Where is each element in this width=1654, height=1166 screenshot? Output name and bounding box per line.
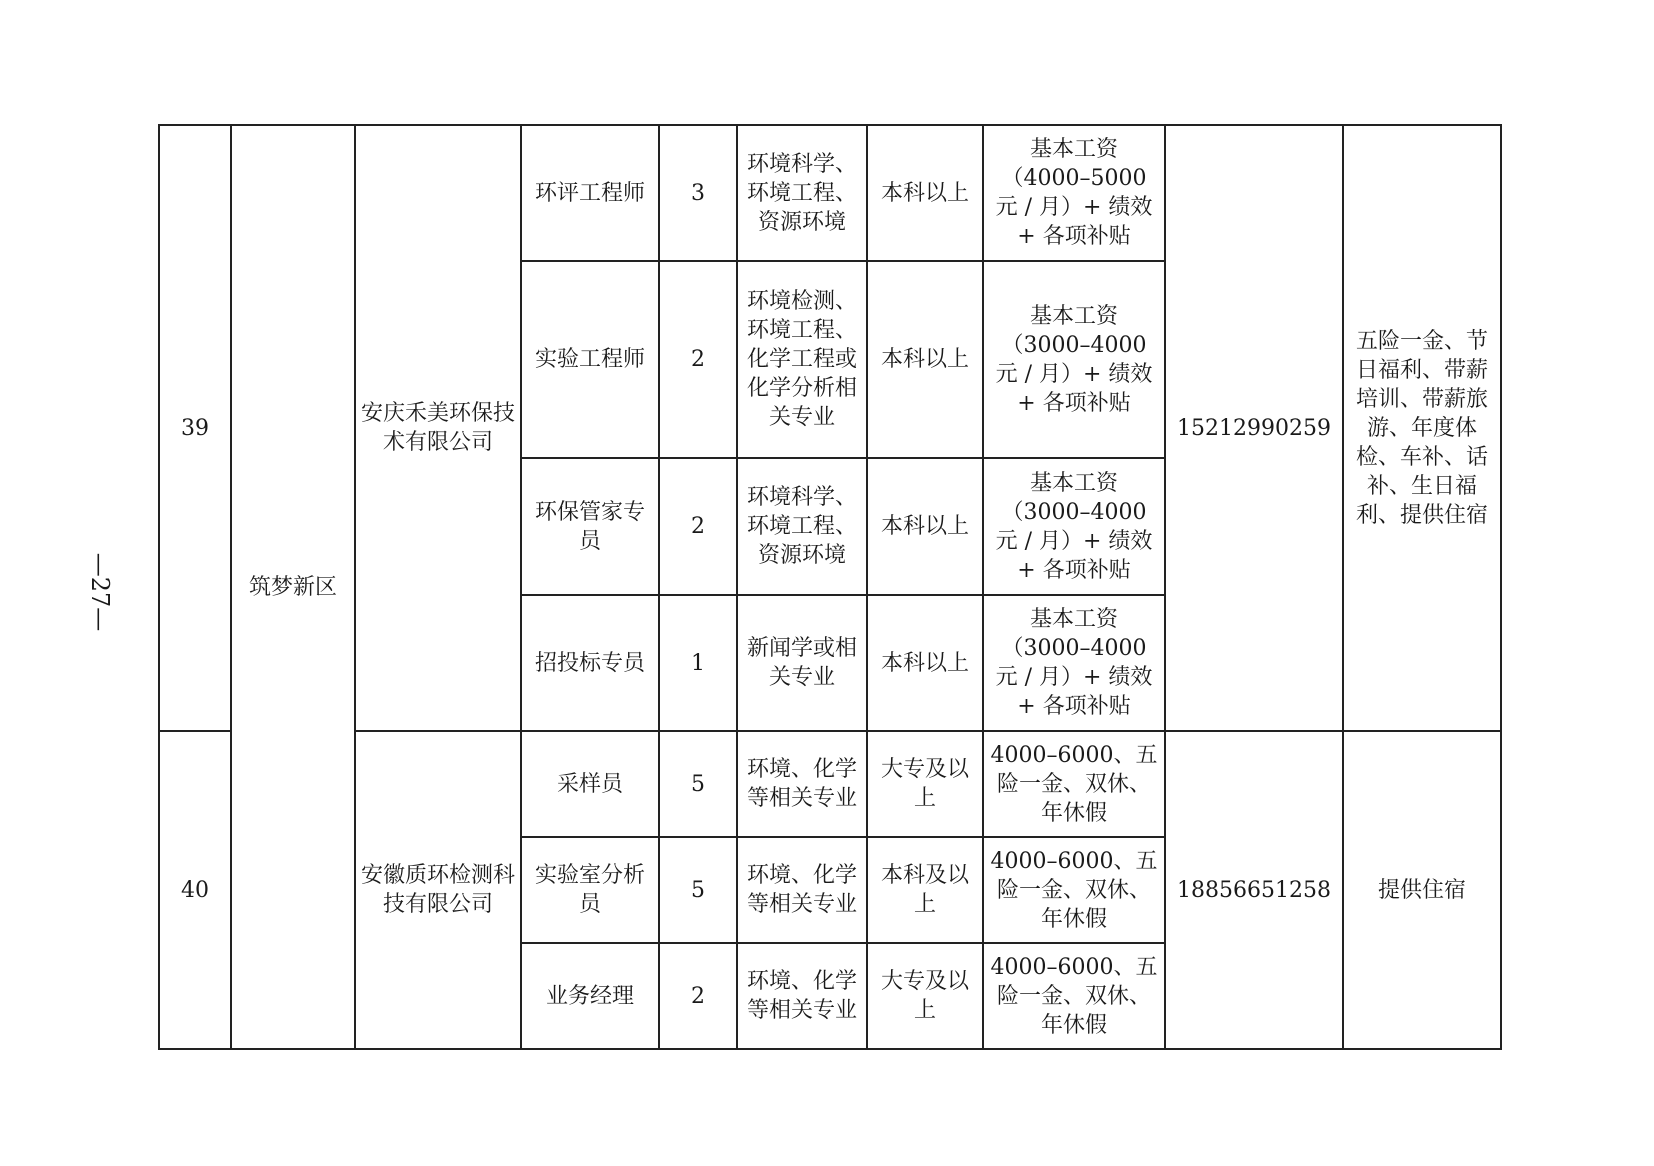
job-education-cell: 本科以上 — [867, 125, 983, 261]
benefits-cell: 五险一金、节日福利、带薪培训、带薪旅游、年度体检、车补、话补、生日福利、提供住宿 — [1343, 125, 1501, 731]
benefits-cell: 提供住宿 — [1343, 731, 1501, 1049]
job-title-cell: 环评工程师 — [521, 125, 659, 261]
company-name-cell: 安徽质环检测科技有限公司 — [355, 731, 521, 1049]
job-title-cell: 业务经理 — [521, 943, 659, 1049]
job-salary-cell: 基本工资（4000–5000 元 / 月）+ 绩效 + 各项补贴 — [983, 125, 1165, 261]
job-education-cell: 大专及以上 — [867, 943, 983, 1049]
job-count-cell: 2 — [659, 943, 737, 1049]
recruitment-table — [158, 124, 1502, 1050]
job-salary-cell: 4000–6000、五险一金、双休、年休假 — [983, 731, 1165, 837]
job-major-cell: 新闻学或相关专业 — [737, 595, 867, 731]
job-major-cell: 环境检测、环境工程、化学工程或化学分析相关专业 — [737, 261, 867, 458]
job-salary-cell: 基本工资（3000–4000 元 / 月）+ 绩效 + 各项补贴 — [983, 458, 1165, 595]
job-count-cell: 3 — [659, 125, 737, 261]
job-education-cell: 大专及以上 — [867, 731, 983, 837]
job-salary-cell: 4000–6000、五险一金、双休、年休假 — [983, 837, 1165, 943]
job-education-cell: 本科以上 — [867, 595, 983, 731]
job-title-cell: 采样员 — [521, 731, 659, 837]
job-count-cell: 5 — [659, 837, 737, 943]
company-name-cell: 安庆禾美环保技术有限公司 — [355, 125, 521, 731]
phone-cell: 18856651258 — [1165, 731, 1343, 1049]
table-row — [159, 125, 1501, 261]
job-education-cell: 本科及以上 — [867, 837, 983, 943]
job-count-cell: 1 — [659, 595, 737, 731]
job-count-cell: 5 — [659, 731, 737, 837]
job-major-cell: 环境科学、环境工程、资源环境 — [737, 125, 867, 261]
job-salary-cell: 基本工资（3000–4000 元 / 月）+ 绩效 + 各项补贴 — [983, 261, 1165, 458]
job-salary-cell: 4000–6000、五险一金、双休、年休假 — [983, 943, 1165, 1049]
job-salary-cell: 基本工资（3000–4000 元 / 月）+ 绩效 + 各项补贴 — [983, 595, 1165, 731]
job-title-cell: 实验室分析员 — [521, 837, 659, 943]
job-education-cell: 本科以上 — [867, 261, 983, 458]
table-row — [159, 731, 1501, 837]
district-cell: 筑梦新区 — [231, 125, 355, 1049]
job-major-cell: 环境、化学等相关专业 — [737, 731, 867, 837]
phone-cell: 15212990259 — [1165, 125, 1343, 731]
job-major-cell: 环境、化学等相关专业 — [737, 837, 867, 943]
job-title-cell: 招投标专员 — [521, 595, 659, 731]
page-number: —27— — [86, 552, 114, 632]
seq-cell: 40 — [159, 731, 231, 1049]
job-title-cell: 环保管家专员 — [521, 458, 659, 595]
job-count-cell: 2 — [659, 458, 737, 595]
seq-cell: 39 — [159, 125, 231, 731]
job-title-cell: 实验工程师 — [521, 261, 659, 458]
job-major-cell: 环境科学、环境工程、资源环境 — [737, 458, 867, 595]
job-education-cell: 本科以上 — [867, 458, 983, 595]
job-count-cell: 2 — [659, 261, 737, 458]
job-major-cell: 环境、化学等相关专业 — [737, 943, 867, 1049]
